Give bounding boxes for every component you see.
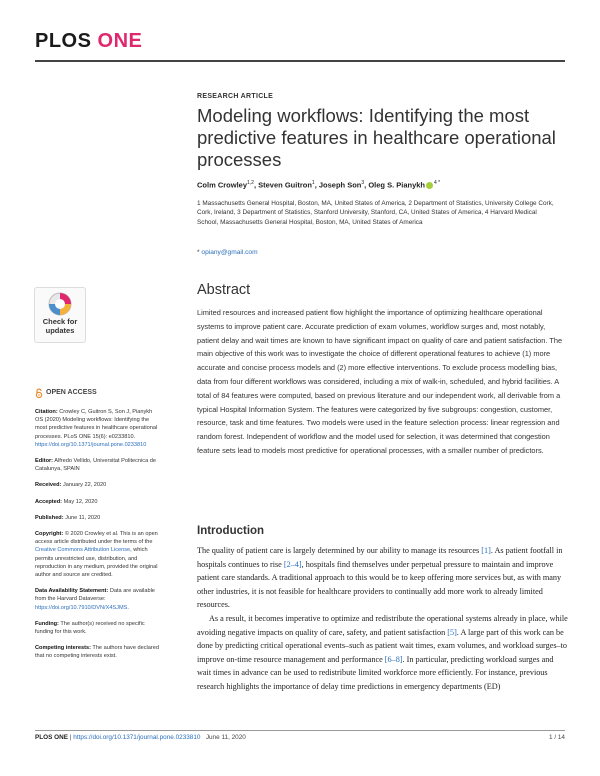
copyright-block	[35, 530, 160, 579]
published-block	[35, 514, 160, 522]
author-affil-sup: 3	[361, 180, 365, 186]
logo-one: ONE	[97, 30, 143, 52]
license-link[interactable]: Creative Commons Attribution License	[35, 547, 131, 554]
journal-logo	[35, 30, 142, 53]
editor-label: Editor:	[35, 458, 54, 465]
check-for-updates-badge[interactable]	[34, 287, 86, 343]
editor-text: Alfredo Vellido, Universitat Politecnica de Catalunya, SPAIN	[35, 458, 156, 473]
accepted-label: Accepted:	[35, 498, 63, 505]
introduction-heading: Introduction	[197, 525, 265, 537]
corresponding-email	[197, 249, 258, 256]
email-marker: *	[197, 249, 200, 256]
intro-text: . In particular, predicting workload surges and wait times in advance can be used to redistribute limited workforce more efficiently. For instance, previous research highlights the importance of delay time predictions in emergency departments (ED)	[197, 654, 554, 691]
page-footer	[35, 734, 565, 741]
intro-text: . A large part of this work can be done by predicting critical operational events–such as patient wait times, exam volumes, and workload surges–to improve on-time resource management and performance	[197, 627, 568, 664]
open-lock-icon	[35, 388, 43, 398]
introduction-body	[197, 544, 569, 694]
article-type: RESEARCH ARTICLE	[197, 93, 274, 100]
author-affil-sup: 1,2	[247, 180, 254, 186]
open-access-label: OPEN ACCESS	[46, 388, 97, 396]
logo-plos: PLOS	[35, 30, 92, 52]
header-rule	[35, 60, 565, 62]
data-availability-text: Data are available from the Harvard Dataverse:	[35, 588, 155, 603]
dataverse-link[interactable]: https://doi.org/10.7910/DVN/X4SJMS	[35, 604, 128, 611]
funding-text: The author(s) received no specific funding for this work.	[35, 620, 145, 636]
citation-label: Citation:	[35, 409, 58, 415]
crossmark-label: Check for updates	[42, 317, 78, 335]
author-name[interactable]: Steven Guitron	[258, 180, 312, 190]
competing-interests-text: The authors have declared that no competing interests exist.	[35, 645, 159, 660]
citation-ref[interactable]: [2–4]	[283, 559, 302, 569]
author-name[interactable]: Oleg S. Pianykh	[368, 180, 426, 190]
intro-text: , hospitals find themselves under perpetual pressure to maintain and improve patient care standards. A traditional approach to this would be to keep offering more services but, as with many other industries, it is not feasible for healthcare providers to continually add more work to already limited resources.	[197, 559, 562, 610]
editor-block	[35, 457, 160, 473]
citation-ref[interactable]: [6–8]	[384, 654, 403, 664]
footer-rule	[35, 730, 565, 731]
article-info-sidebar	[35, 388, 160, 669]
author-list: Colm Crowley$^{1,2}$, Steven Guitron$^1$, Joseph Son$^3$, Oleg S. Pianykh $^{4 *}$	[197, 180, 441, 190]
citation-ref[interactable]: [5]	[447, 627, 457, 637]
email-link[interactable]: opiany@gmail.com	[201, 249, 258, 256]
copyright-text: © 2020 Crowley et al. This is an open access article distributed under the terms of the	[35, 531, 158, 546]
data-availability-block: Data Availability Statement: Data are available from the Harvard Dataverse: https://doi.org/10.7910/DVN/X4SJMS.	[35, 588, 155, 611]
citation-doi-link[interactable]: https://doi.org/10.1371/journal.pone.0233810	[35, 441, 147, 448]
orcid-icon[interactable]	[426, 182, 433, 189]
intro-paragraph-1	[197, 544, 569, 612]
affiliations: 1 Massachusetts General Hospital, Boston, MA, United States of America, 2 Department of Statistics, University College Cork, Cork, Ireland, 3 Department of Statistics, Stanford University, Stanford, CA, United States of America, 4 Harvard Medical School, Massachusetts General Hospital, Boston, MA, United States of America	[197, 200, 554, 226]
article-title: Modeling workflows: Identifying the most predictive features in healthcare operational processes	[197, 105, 556, 170]
intro-text: As a result, it becomes imperative to optimize and redistribute the operational systems already in place, while avoiding negative impacts on quality of care, safety, and patient satisfaction	[197, 613, 568, 637]
author-name[interactable]: Joseph Son	[318, 180, 362, 190]
copyright-label: Copyright:	[35, 531, 64, 538]
author-name[interactable]: Colm Crowley	[197, 180, 248, 190]
footer-separator: |	[69, 734, 72, 741]
funding-block	[35, 620, 160, 636]
received-date: January 22, 2020	[63, 482, 107, 489]
author-affil-sup: 4 *	[434, 180, 441, 186]
published-label: Published:	[35, 514, 64, 521]
abstract-heading: Abstract	[197, 282, 251, 298]
footer-journal: PLOS ONE	[35, 734, 69, 741]
intro-paragraph-2	[197, 612, 569, 694]
author-affil-sup: 1	[311, 180, 315, 186]
footer-date: June 11, 2020	[205, 734, 246, 741]
accepted-date: May 12, 2020	[63, 498, 98, 505]
footer-doi-link[interactable]: https://doi.org/10.1371/journal.pone.0233810	[73, 734, 201, 741]
accepted-block	[35, 498, 160, 506]
intro-text: . As patient footfall in hospitals continues to rise	[197, 546, 563, 569]
citation-text: Crowley C, Guitron S, Son J, Pianykh OS (2020) Modeling workflows: Identifying the most predictive features in healthcare operational processes. PLoS ONE 15(6): e0233810.	[35, 409, 158, 440]
published-date: June 11, 2020	[65, 514, 101, 521]
intro-text: The quality of patient care is largely determined by our ability to manage its resources	[197, 546, 480, 555]
received-label: Received:	[35, 482, 62, 489]
copyright-text-end: , which permits unrestricted use, distribution, and reproduction in any medium, provided the original author and source are credited.	[35, 547, 158, 579]
data-availability-label: Data Availability Statement:	[35, 588, 109, 595]
citation-ref[interactable]: [1]	[481, 546, 491, 555]
competing-interests-block	[35, 644, 160, 660]
competing-interests-label: Competing interests:	[35, 645, 91, 652]
page-number: 1 / 14	[549, 734, 565, 741]
abstract-text: Limited resources and increased patient flow highlight the importance of optimizing healthcare operational systems to improve patient care. Accurate prediction of exam volumes, workflow surges and, most notably, patient delay and wait times are known to have significant impact on quality of care and patient satisfaction. The main objective of this work was to investigate the choice of different operational features to achieve (1) more accurate and concise process models and (2) more effective interventions. To exclude process modelling bias, data from four different workflows was considered, including a mix of walk-in, scheduled, and hybrid facilities. A total of 84 features were computed, based on previous literature and our independent work, all derivable from a typical Hospital Information System. The features were categorized by five subgroups: congestion, customer, resource, task and time features. Two models were used in the feature selection process: linear regression and random forest. Independent of workflow and the model used for selection, it was determined that congestion feature sets lead to models most predictive for operational processes, with a smaller number of predictors.	[197, 308, 563, 455]
received-block	[35, 481, 160, 489]
crossmark-icon	[48, 292, 72, 316]
citation-block	[35, 408, 160, 449]
open-access-badge	[35, 388, 160, 398]
funding-label: Funding:	[35, 620, 59, 627]
